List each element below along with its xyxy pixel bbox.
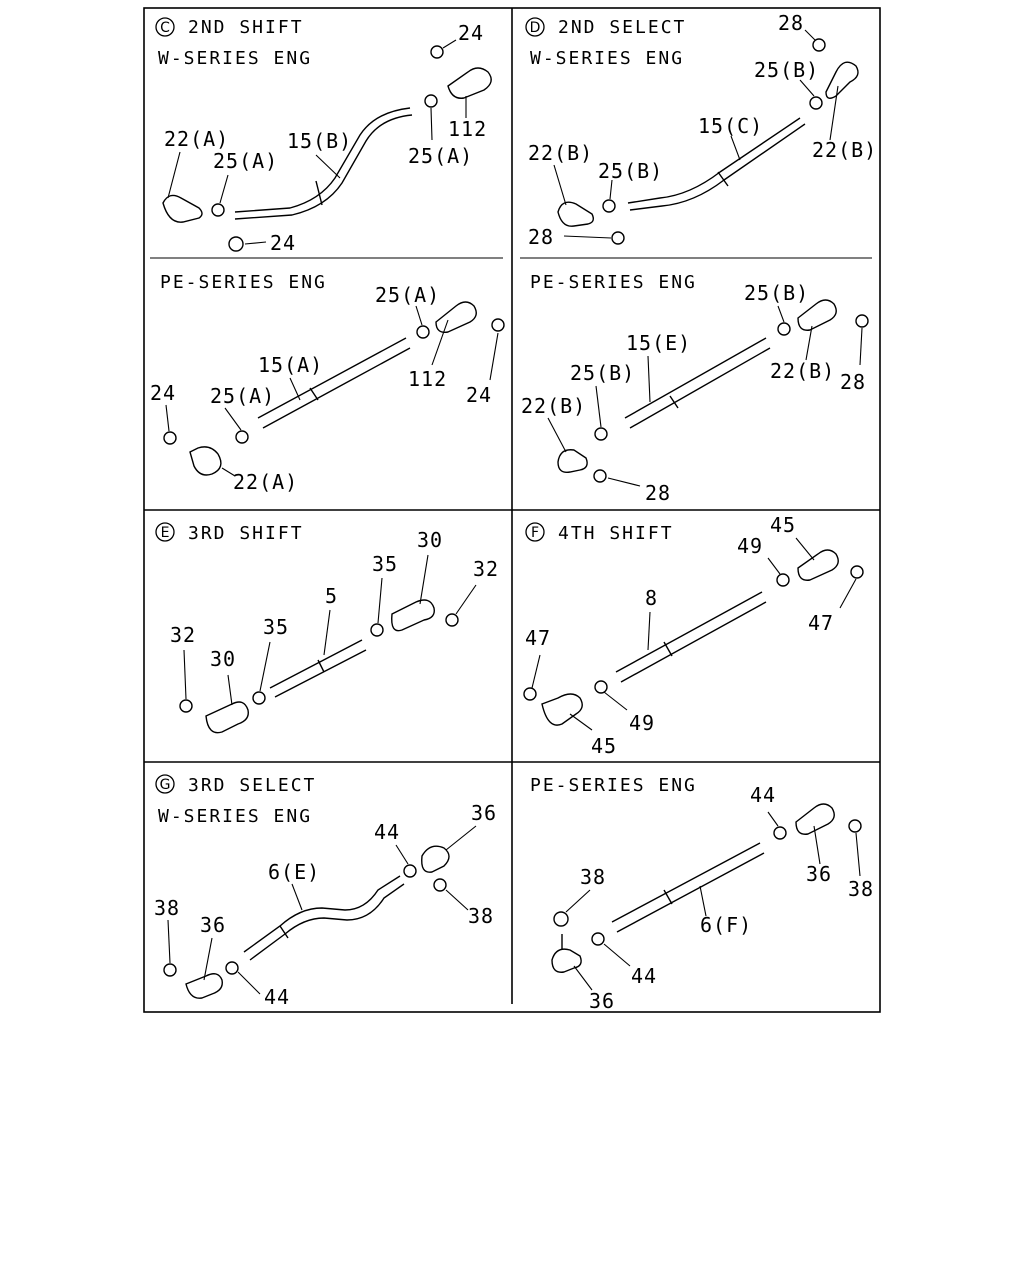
nut-28-pe-right-icon [856, 315, 868, 327]
leader-d-pe-28-right [860, 328, 862, 365]
section-letter-f: F [530, 525, 540, 541]
label-g-2: 44 [374, 820, 401, 844]
label-d-pe-7: 28 [645, 481, 672, 505]
label-d-1: 28 [778, 11, 805, 35]
label-c-3: 25(A) [213, 149, 279, 173]
nut-44-right-icon [404, 865, 416, 877]
nut-35-right-icon [371, 624, 383, 636]
rod-15a-break [310, 388, 318, 400]
panel-e-3rd-shift [156, 523, 499, 733]
ball-joint-22b-icon [558, 202, 593, 226]
ball-joint-22a-pe-icon [190, 447, 221, 475]
nut-25a-pe-left-icon [236, 431, 248, 443]
label-d-6: 25(B) [598, 159, 664, 183]
leader-d-pe-22b [548, 418, 566, 452]
label-d-pe-4: 28 [840, 370, 867, 394]
label-e-7: 30 [210, 647, 237, 671]
label-d-5: 22(B) [528, 141, 594, 165]
label-c-pe-5: 24 [150, 381, 177, 405]
label-c-pe-1: 25(A) [375, 283, 441, 307]
joint-45-left-icon [542, 694, 582, 725]
label-c-1: 24 [458, 21, 485, 45]
label-e-2: 35 [372, 552, 399, 576]
nut-25b-icon [603, 200, 615, 212]
label-d-7: 28 [528, 225, 555, 249]
label-e-5: 35 [263, 615, 290, 639]
section-sub2-c: PE-SERIES ENG [160, 272, 327, 293]
panel-f-4th-shift [524, 513, 863, 758]
section-letter-g: G [159, 777, 171, 793]
rod-6e-lower [250, 884, 404, 960]
joint-112-icon [448, 68, 491, 98]
rod-15e-lower [630, 348, 770, 428]
nut-32-right-icon [446, 614, 458, 626]
panel-g-3rd-select [154, 775, 874, 1013]
leader-g-44-right [396, 845, 408, 864]
leader-d-28-top [805, 30, 815, 40]
leader-pe-25a-right [416, 306, 422, 325]
leader-g-6e [292, 884, 302, 910]
joint-30-right-icon [392, 600, 435, 631]
rod-8-lower [621, 602, 766, 682]
leader-g-pe-36-right [814, 826, 820, 864]
leader-g-pe-36-left [574, 966, 592, 990]
leader-f-47-right [840, 579, 856, 608]
nut-24-top-icon [431, 46, 443, 58]
label-c-7: 24 [270, 231, 297, 255]
section-title-f: 4TH SHIFT [558, 523, 674, 544]
label-g-pe-1: 44 [750, 783, 777, 807]
leader-24-top [443, 40, 456, 48]
label-d-pe-1: 25(B) [744, 281, 810, 305]
nut-38-pe-right-icon [849, 820, 861, 832]
label-g-4: 38 [468, 904, 495, 928]
section-letter-e: E [160, 525, 170, 541]
label-d-2: 25(B) [754, 58, 820, 82]
leader-d-pe-25b-left [596, 386, 601, 427]
leader-f-47-left [532, 655, 540, 688]
label-f-1: 45 [770, 513, 797, 537]
leader-24-bottom [245, 242, 266, 244]
nut-44-pe-right-icon [774, 827, 786, 839]
leader-22a [168, 152, 180, 198]
leader-e-30-left [228, 675, 232, 705]
label-d-3: 15(C) [698, 114, 764, 138]
section-subtitle-d: W-SERIES ENG [530, 48, 685, 69]
rod-6e-upper [244, 876, 400, 952]
label-c-pe-4: 24 [466, 383, 493, 407]
ball-joint-22b-pe-icon [558, 450, 587, 473]
leader-d-pe-28-bottom [608, 478, 640, 486]
label-e-6: 32 [170, 623, 197, 647]
joint-36-right-icon [422, 846, 449, 872]
nut-32-left-icon [180, 700, 192, 712]
label-c-pe-6: 25(A) [210, 384, 276, 408]
section-sub2-d: PE-SERIES ENG [530, 272, 697, 293]
nut-38-left-icon [164, 964, 176, 976]
label-f-3: 8 [645, 586, 659, 610]
nut-25b-pe-right-icon [778, 323, 790, 335]
leader-g-pe-38-left [566, 890, 590, 912]
label-f-4: 47 [808, 611, 835, 635]
label-c-pe-3: 112 [408, 367, 448, 391]
label-c-4: 15(B) [287, 129, 353, 153]
leader-e-32-left [184, 650, 186, 699]
leader-f-8 [648, 612, 650, 650]
nut-49-right-icon [777, 574, 789, 586]
section-title-c: 2ND SHIFT [188, 17, 304, 38]
nut-44-pe-left-icon [592, 933, 604, 945]
rod-15a-upper [258, 338, 406, 418]
leader-d-22b [554, 165, 566, 205]
nut-49-left-icon [595, 681, 607, 693]
label-f-2: 49 [737, 534, 764, 558]
leader-pe-25a-left [225, 408, 241, 430]
label-f-6: 49 [629, 711, 656, 735]
nut-38-right-icon [434, 879, 446, 891]
joint-112-pe-icon [436, 302, 476, 332]
label-g-pe-3: 36 [806, 862, 833, 886]
label-g-pe-2: 38 [580, 865, 607, 889]
nut-28-top-icon [813, 39, 825, 51]
leader-g-pe-6f [700, 886, 706, 916]
leader-d-pe-15e [648, 356, 650, 402]
label-g-1: 36 [471, 801, 498, 825]
label-c-6: 112 [448, 117, 488, 141]
ball-joint-22b-right-icon [826, 62, 858, 98]
nut-35-left-icon [253, 692, 265, 704]
rod-5-upper [270, 640, 362, 688]
leader-g-38-left [168, 920, 170, 963]
leader-f-45-left [570, 714, 592, 730]
nut-44-left-icon [226, 962, 238, 974]
nut-28-pe-bottom-icon [594, 470, 606, 482]
joint-45-right-icon [798, 550, 838, 580]
label-g-pe-4: 38 [848, 877, 875, 901]
label-g-pe-7: 36 [589, 989, 616, 1013]
leader-d-pe-25b-right [778, 306, 784, 322]
section-letter-c: C [160, 20, 170, 36]
section-letter-d: D [529, 20, 541, 36]
label-c-pe-2: 15(A) [258, 353, 324, 377]
nut-38-pe-left-icon [554, 912, 568, 926]
leader-d-28-bottom [564, 236, 611, 238]
nut-25a-icon [212, 204, 224, 216]
leader-g-38-right [446, 890, 468, 910]
label-d-pe-5: 25(B) [570, 361, 636, 385]
leader-f-45-right [796, 538, 814, 560]
label-d-pe-3: 22(B) [770, 359, 836, 383]
leader-e-30-right [420, 555, 428, 604]
leader-pe-24-left [166, 405, 169, 431]
leader-15b [316, 155, 340, 178]
label-g-7: 44 [264, 985, 291, 1009]
leader-e-35-right [378, 578, 382, 623]
label-d-pe-2: 15(E) [626, 331, 692, 355]
rod-8-upper [616, 592, 762, 672]
rod-5-lower [275, 650, 366, 697]
leader-d-25b-right [800, 80, 814, 96]
leader-g-pe-38-right [856, 833, 860, 876]
panel-c-2nd-shift [150, 17, 504, 494]
nut-25b-pe-left-icon [595, 428, 607, 440]
leader-f-49-right [768, 558, 780, 574]
label-g-6: 36 [200, 913, 227, 937]
rod-6f-upper [612, 843, 760, 922]
nut-28-bottom-icon [612, 232, 624, 244]
label-d-4: 22(B) [812, 138, 878, 162]
label-g-3: 6(E) [268, 860, 321, 884]
leader-e-5 [324, 610, 330, 655]
leader-g-pe-44-right [768, 812, 778, 826]
leader-g-36-right [446, 826, 476, 850]
leader-f-49-left [604, 692, 627, 710]
nut-25a-pe-right-icon [417, 326, 429, 338]
leader-g-pe-44-left [604, 944, 630, 966]
label-f-5: 47 [525, 626, 552, 650]
label-c-2: 22(A) [164, 127, 230, 151]
label-c-pe-7: 22(A) [233, 470, 299, 494]
leader-e-35-left [260, 642, 270, 691]
label-g-5: 38 [154, 896, 181, 920]
label-e-1: 30 [417, 528, 444, 552]
nut-24-pe-left-icon [164, 432, 176, 444]
nut-24-icon [229, 237, 243, 251]
nut-25a-right-icon [425, 95, 437, 107]
label-d-pe-6: 22(B) [521, 394, 587, 418]
nut-24-pe-right-icon [492, 319, 504, 331]
label-e-4: 5 [325, 584, 339, 608]
label-e-3: 32 [473, 557, 500, 581]
leader-g-44-left [238, 972, 260, 994]
label-c-5: 25(A) [408, 144, 474, 168]
nut-47-right-icon [851, 566, 863, 578]
ball-joint-22a-icon [163, 195, 202, 222]
leader-d-15c [731, 136, 740, 160]
section-title-e: 3RD SHIFT [188, 523, 304, 544]
joint-30-left-icon [206, 702, 248, 733]
label-g-pe-6: 44 [631, 964, 658, 988]
section-title-g: 3RD SELECT [188, 775, 317, 796]
section-subtitle-g: W-SERIES ENG [158, 806, 313, 827]
section-subtitle-c: W-SERIES ENG [158, 48, 313, 69]
leader-pe-24-right [490, 333, 498, 380]
leader-25a-right [431, 108, 432, 140]
label-g-pe-5: 6(F) [700, 913, 753, 937]
nut-25b-right-icon [810, 97, 822, 109]
nut-47-left-icon [524, 688, 536, 700]
section-sub2-g: PE-SERIES ENG [530, 775, 697, 796]
section-title-d: 2ND SELECT [558, 17, 687, 38]
leader-e-32-right [456, 585, 476, 614]
label-f-7: 45 [591, 734, 618, 758]
leader-d-pe-22b-right [806, 326, 812, 360]
leader-25a [220, 175, 228, 203]
leader-pe-15a [290, 378, 300, 400]
